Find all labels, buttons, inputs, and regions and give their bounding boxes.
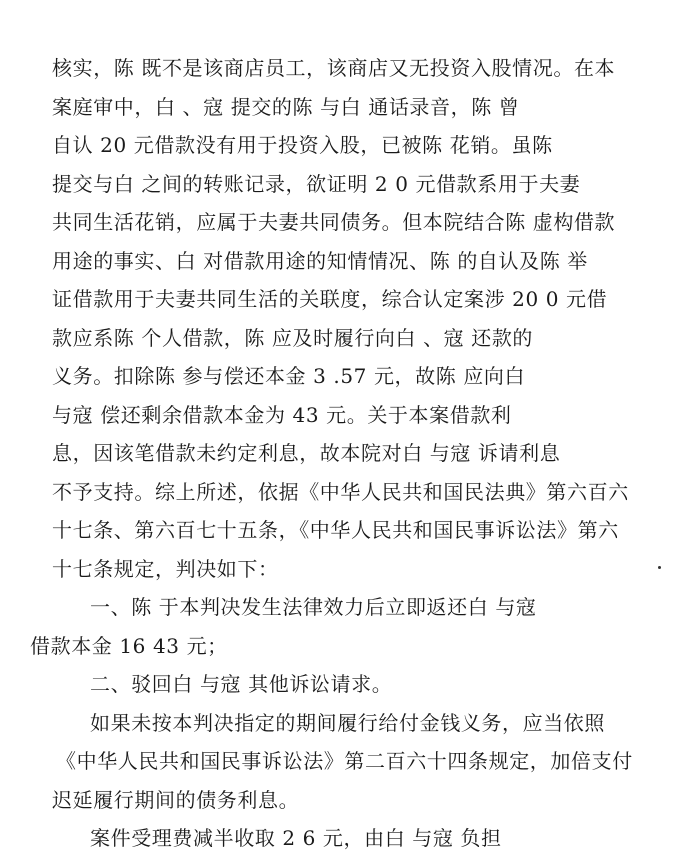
document-line: 款应系陈 个人借款，陈 应及时履行向白 、寇 还款的 [52, 326, 534, 350]
document-line: 息，因该笔借款未约定利息，故本院对白 与寇 诉请利息 [52, 441, 561, 465]
document-line: 案庭审中，白 、寇 提交的陈 与白 通话录音，陈 曾 [52, 95, 520, 119]
document-line: 义务。扣除陈 参与偿还本金 3 .57 元，故陈 应向白 [52, 364, 526, 388]
document-line: 《中华人民共和国民事诉讼法》第二百六十四条规定，加倍支付 [56, 749, 633, 773]
document-line: 与寇 偿还剩余借款本金为 43 元。关于本案借款利 [52, 403, 512, 427]
document-line: 迟延履行期间的债务利息。 [52, 788, 300, 812]
document-line: 提交与白 之间的转账记录，欲证明 2 0 元借款系用于夫妻 [52, 172, 581, 196]
scan-speck [658, 566, 661, 569]
judgment-item-1: 一、陈 于本判决发生法律效力后立即返还白 与寇 [90, 595, 537, 619]
document-line: 用途的事实、白 对借款用途的知情情况、陈 的自认及陈 举 [52, 249, 588, 273]
document-line: 如果未按本判决指定的期间履行给付金钱义务，应当依照 [90, 711, 605, 735]
document-line: 案件受理费减半收取 2 6 元，由白 与寇 负担 [90, 826, 502, 850]
document-line: 核实，陈 既不是该商店员工，该商店又无投资入股情况。在本 [52, 56, 616, 80]
judgment-item-1-continued: 借款本金 16 43 元； [30, 634, 228, 658]
document-line: 共同生活花销，应属于夫妻共同债务。但本院结合陈 虚构借款 [52, 210, 616, 234]
document-line: 证借款用于夫妻共同生活的关联度，综合认定案涉 20 0 元借 [52, 287, 608, 311]
document-line: 自认 20 元借款没有用于投资入股，已被陈 花销。虽陈 [52, 133, 553, 157]
document-line: 十七条、第六百七十五条，《中华人民共和国民事诉讼法》第六 [52, 518, 619, 542]
document-line: 十七条规定，判决如下： [52, 557, 279, 581]
judgment-item-2: 二、驳回白 与寇 其他诉讼请求。 [90, 672, 393, 696]
document-line: 不予支持。综上所述，依据《中华人民共和国民法典》第六百六 [52, 480, 629, 504]
